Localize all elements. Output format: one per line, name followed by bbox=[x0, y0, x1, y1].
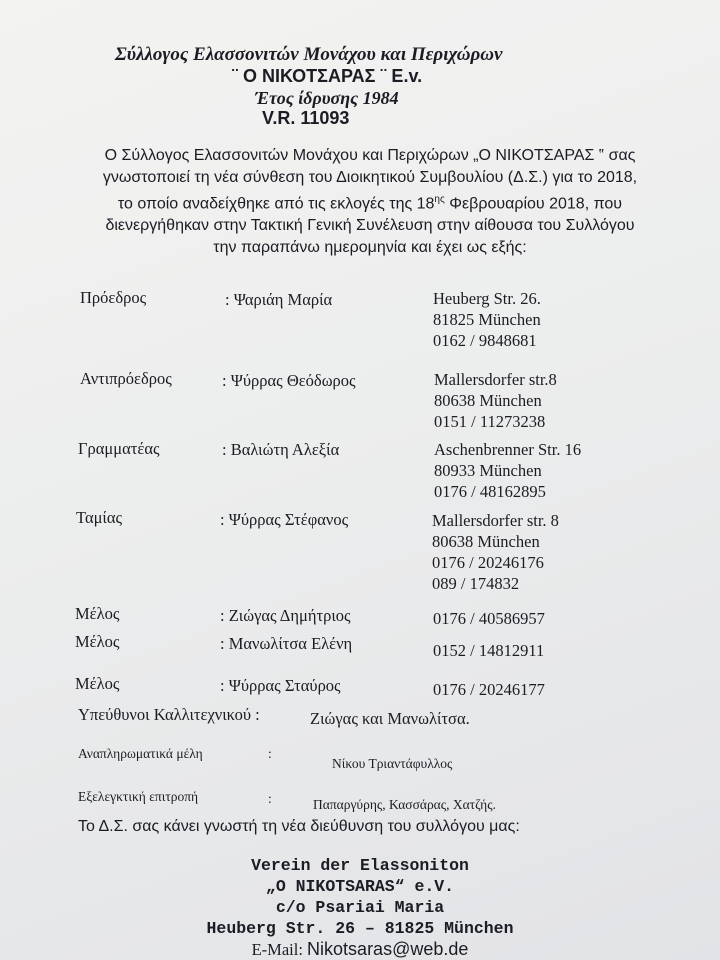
cultural-label: Υπεύθυνοι Καλλιτεχνικού : bbox=[78, 705, 260, 724]
new-address-block bbox=[0, 855, 720, 960]
footer-line: „O NIKOTSARAS“ e.V. bbox=[265, 877, 455, 896]
member-contact: Heuberg Str. 26. 81825 München 0162 / 9848681 bbox=[433, 289, 541, 350]
role-label: Μέλος bbox=[75, 632, 120, 651]
member-name: : Ζιώγας Δημήτριος bbox=[220, 606, 351, 625]
footer-line: c/o Psariai Maria bbox=[275, 898, 445, 917]
member-name: : Ψύρρας Θεόδωρος bbox=[222, 371, 356, 390]
footer-line: Verein der Elassoniton bbox=[251, 856, 469, 875]
association-name: Σύλλογος Ελασσονιτών Μονάχου και Περιχώρων bbox=[115, 44, 503, 65]
member-name: : Ψαριάη Μαρία bbox=[225, 290, 333, 309]
member-contact: 0176 / 40586957 bbox=[433, 609, 545, 628]
member-name: : Μανωλίτσα Ελένη bbox=[220, 634, 353, 653]
role-label: Μέλος bbox=[75, 604, 120, 623]
role-label: Γραμματέας bbox=[78, 439, 160, 458]
audit-label: Εξελεγκτική επιτροπή bbox=[78, 789, 199, 804]
audit-colon: : bbox=[268, 791, 272, 806]
member-contact: Mallersdorfer str.8 80638 München 0151 / 11273238 bbox=[434, 370, 557, 431]
role-label: Μέλος bbox=[75, 674, 120, 693]
alternates-colon: : bbox=[268, 746, 272, 761]
intro-line: την παραπάνω ημερομηνία και έχει ως εξής: bbox=[213, 239, 527, 257]
member-name: : Ψύρρας Σταύρος bbox=[220, 676, 341, 695]
member-contact: 0176 / 20246177 bbox=[433, 680, 545, 699]
member-name: : Ψύρρας Στέφανος bbox=[220, 510, 349, 529]
alternates-value: Νίκου Τριαντάφυλλος bbox=[332, 756, 453, 771]
email-label: E-Mail: bbox=[251, 940, 303, 959]
notice-line: Το Δ.Σ. σας κάνει γνωστή τη νέα διεύθυνση του συλλόγου μας: bbox=[78, 818, 520, 835]
member-contact: Mallersdorfer str. 8 80638 München 0176 / 20246176 089 / 174832 bbox=[432, 511, 559, 593]
member-contact: 0152 / 14812911 bbox=[433, 641, 545, 660]
intro-paragraph bbox=[80, 145, 660, 259]
intro-line: το οποίο αναδείχθηκε από τις εκλογές της $18^{\eta\varsigma}$ Φεβρουαρίου 2018, που bbox=[117, 194, 623, 213]
intro-line: Ο Σύλλογος Ελασσονιτών Μονάχου και Περιχώρων „Ο ΝΙΚΟΤΣΑΡΑΣ ‟ σας bbox=[104, 147, 636, 164]
audit-value: Παπαργύρης, Κασσάρας, Χατζής. bbox=[313, 797, 496, 812]
role-label: Ταμίας bbox=[76, 508, 123, 527]
role-label: Πρόεδρος bbox=[80, 288, 147, 307]
role-label: Αντιπρόεδρος bbox=[80, 369, 172, 388]
cultural-value: Ζιώγας και Μανωλίτσα. bbox=[310, 709, 470, 728]
email-address[interactable]: Nikotsaras@web.de bbox=[307, 939, 469, 959]
association-short-name: ¨ Ο ΝΙΚΟΤΣΑΡΑΣ ¨ E.v. bbox=[232, 66, 423, 86]
member-contact: Aschenbrenner Str. 16 80933 München 0176 / 48162895 bbox=[434, 440, 582, 501]
intro-line: διενεργήθηκαν στην Τακτική Γενική Συνέλευση στην αίθουσα του Συλλόγου bbox=[105, 217, 635, 235]
member-name: : Βαλιώτη Αλεξία bbox=[222, 440, 340, 459]
registration-number: V.R. 11093 bbox=[262, 108, 350, 128]
alternates-label: Αναπληρωματικά μέλη bbox=[78, 746, 203, 761]
email-line bbox=[0, 939, 720, 960]
intro-line: γνωστοποιεί τη νέα σύνθεση του Διοικητικού Συμβουλίου (Δ.Σ.) για το 2018, bbox=[102, 169, 638, 186]
footer-line: Heuberg Str. 26 – 81825 München bbox=[206, 919, 514, 938]
founding-year: Έτος ίδρυσης 1984 bbox=[255, 88, 399, 108]
